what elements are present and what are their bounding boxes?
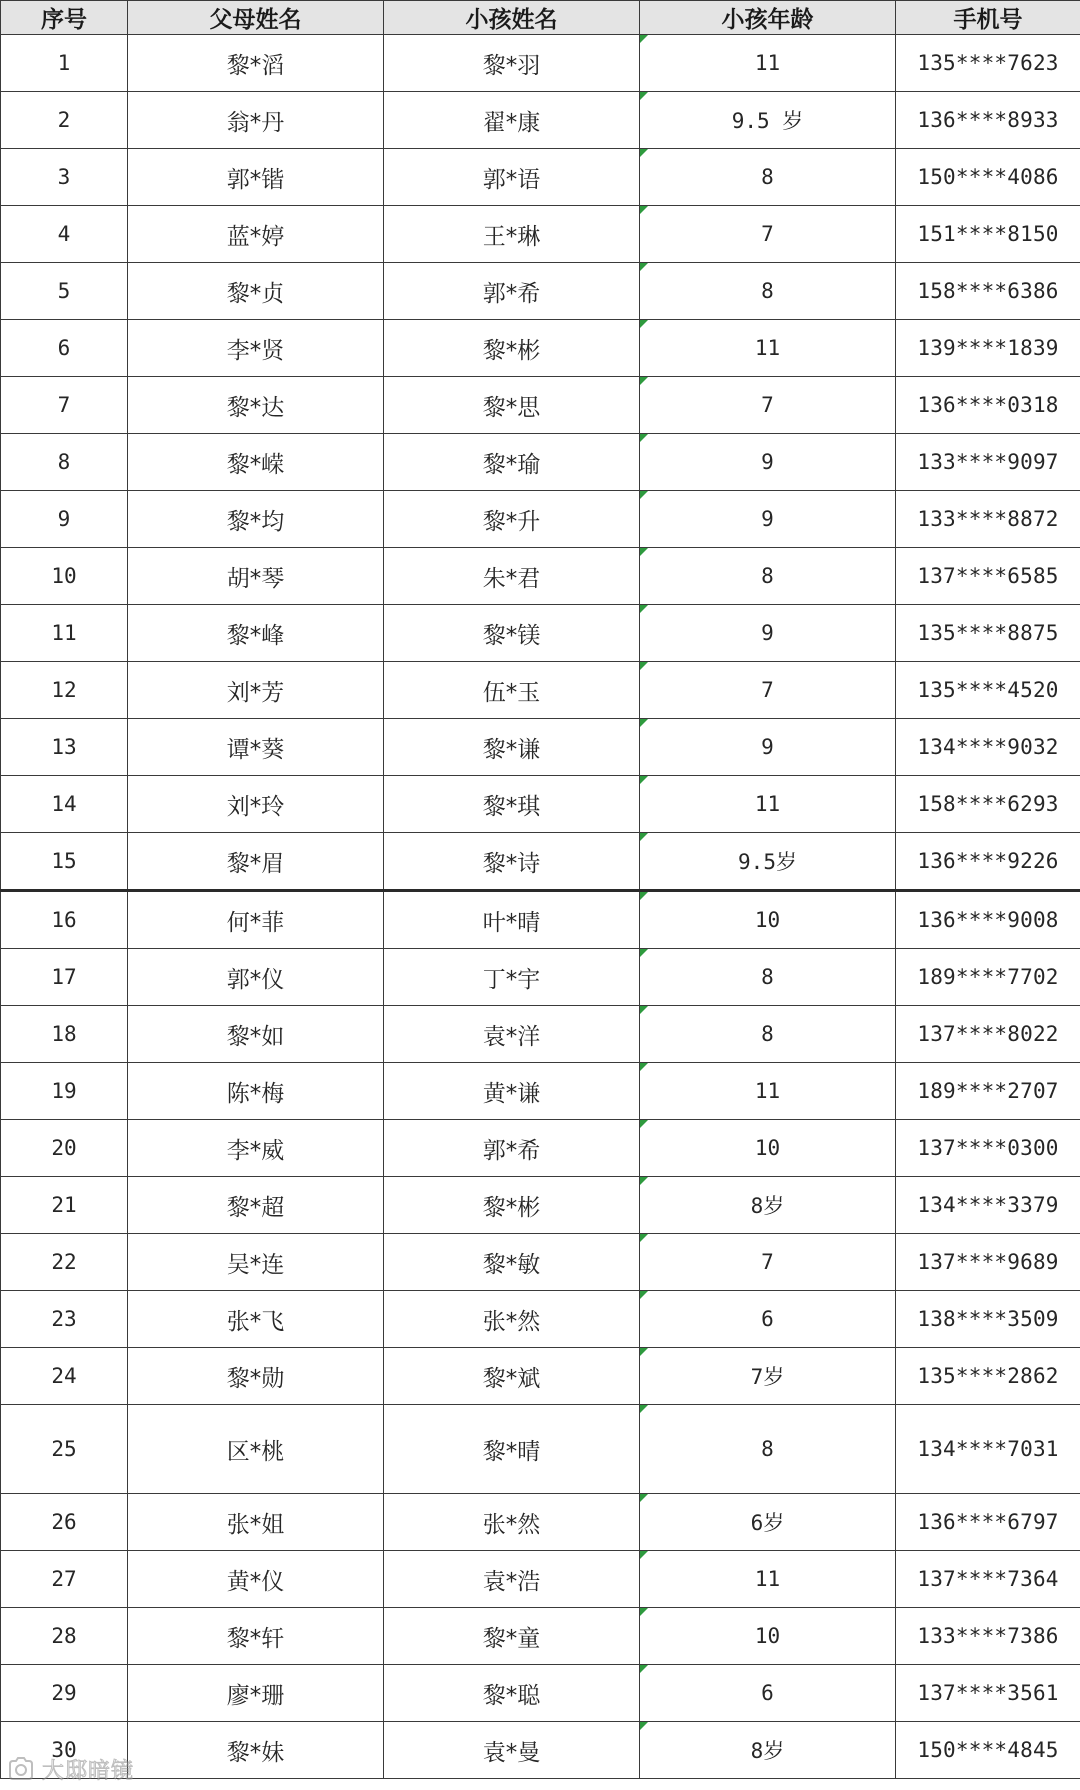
parent-name-cell: 刘*芳 [128, 662, 384, 719]
table-row [1, 491, 1080, 548]
child-age-cell: 8 [640, 548, 896, 605]
child-name-cell: 黎*敏 [384, 1234, 640, 1291]
table-row [1, 833, 1080, 891]
phone-cell: 137****9689 [896, 1234, 1080, 1291]
parent-name-cell: 李*贤 [128, 320, 384, 377]
header-no: 序号 [1, 1, 128, 35]
phone-cell: 139****1839 [896, 320, 1080, 377]
parent-name-cell: 谭*葵 [128, 719, 384, 776]
row-number: 12 [1, 662, 128, 719]
phone-cell: 134****3379 [896, 1177, 1080, 1234]
row-number: 25 [1, 1405, 128, 1494]
parent-name-cell: 胡*琴 [128, 548, 384, 605]
table-row [1, 377, 1080, 434]
phone-cell: 135****2862 [896, 1348, 1080, 1405]
row-number: 7 [1, 377, 128, 434]
phone-cell: 138****3509 [896, 1291, 1080, 1348]
child-age-cell: 7 [640, 662, 896, 719]
row-number: 11 [1, 605, 128, 662]
phone-cell: 135****8875 [896, 605, 1080, 662]
watermark-text: 大邸暗镜 [42, 1758, 135, 1784]
row-number: 29 [1, 1665, 128, 1722]
child-name-cell: 黎*升 [384, 491, 640, 548]
parent-name-cell: 张*姐 [128, 1494, 384, 1551]
child-age-cell: 8岁 [640, 1177, 896, 1234]
row-number: 21 [1, 1177, 128, 1234]
child-age-cell: 9.5 岁 [640, 92, 896, 149]
table-row [1, 1006, 1080, 1063]
phone-cell: 189****2707 [896, 1063, 1080, 1120]
parent-name-cell: 李*威 [128, 1120, 384, 1177]
phone-cell: 158****6386 [896, 263, 1080, 320]
child-age-cell: 9 [640, 434, 896, 491]
table-row [1, 605, 1080, 662]
child-name-cell: 袁*浩 [384, 1551, 640, 1608]
parent-name-cell: 郭*锴 [128, 149, 384, 206]
child-name-cell: 黎*彬 [384, 1177, 640, 1234]
row-number: 30 [1, 1722, 128, 1779]
parent-name-cell: 黎*眉 [128, 833, 384, 891]
phone-cell: 136****8933 [896, 92, 1080, 149]
child-name-cell: 袁*曼 [384, 1722, 640, 1779]
child-name-cell: 黎*镁 [384, 605, 640, 662]
child-age-cell: 7 [640, 377, 896, 434]
child-age-cell: 9 [640, 605, 896, 662]
child-age-cell: 8 [640, 1006, 896, 1063]
child-age-cell: 8 [640, 949, 896, 1006]
parent-name-cell: 吴*连 [128, 1234, 384, 1291]
row-number: 14 [1, 776, 128, 833]
table-row [1, 1494, 1080, 1551]
phone-cell: 136****9226 [896, 833, 1080, 891]
phone-cell: 189****7702 [896, 949, 1080, 1006]
phone-cell: 158****6293 [896, 776, 1080, 833]
child-name-cell: 张*然 [384, 1494, 640, 1551]
table-row [1, 320, 1080, 377]
parent-name-cell: 何*菲 [128, 891, 384, 949]
child-name-cell: 朱*君 [384, 548, 640, 605]
child-age-cell: 9 [640, 491, 896, 548]
parent-name-cell: 黎*贞 [128, 263, 384, 320]
table-row [1, 949, 1080, 1006]
child-name-cell: 黎*瑜 [384, 434, 640, 491]
child-age-cell: 11 [640, 1063, 896, 1120]
child-age-cell: 6 [640, 1291, 896, 1348]
table-row [1, 1120, 1080, 1177]
parent-name-cell: 黄*仪 [128, 1551, 384, 1608]
child-name-cell: 袁*洋 [384, 1006, 640, 1063]
phone-cell: 137****8022 [896, 1006, 1080, 1063]
table-row [1, 263, 1080, 320]
phone-cell: 136****6797 [896, 1494, 1080, 1551]
table-row [1, 1291, 1080, 1348]
table-row [1, 1063, 1080, 1120]
row-number: 27 [1, 1551, 128, 1608]
parent-name-cell: 黎*峰 [128, 605, 384, 662]
row-number: 23 [1, 1291, 128, 1348]
header-child-name: 小孩姓名 [384, 1, 640, 35]
phone-cell: 135****7623 [896, 35, 1080, 92]
header-parent-name: 父母姓名 [128, 1, 384, 35]
child-age-cell: 11 [640, 1551, 896, 1608]
header-row [1, 1, 1080, 35]
child-name-cell: 丁*宇 [384, 949, 640, 1006]
child-name-cell: 黎*琪 [384, 776, 640, 833]
parent-name-cell: 黎*妹 [128, 1722, 384, 1779]
phone-cell: 150****4845 [896, 1722, 1080, 1779]
table-row [1, 92, 1080, 149]
child-age-cell: 8 [640, 263, 896, 320]
table-row [1, 1348, 1080, 1405]
parent-name-cell: 黎*轩 [128, 1608, 384, 1665]
child-name-cell: 黎*羽 [384, 35, 640, 92]
child-name-cell: 郭*希 [384, 263, 640, 320]
phone-cell: 134****7031 [896, 1405, 1080, 1494]
row-number: 6 [1, 320, 128, 377]
parent-name-cell: 黎*滔 [128, 35, 384, 92]
table-row [1, 206, 1080, 263]
child-name-cell: 黎*斌 [384, 1348, 640, 1405]
child-age-cell: 10 [640, 891, 896, 949]
child-age-cell: 6 [640, 1665, 896, 1722]
row-number: 3 [1, 149, 128, 206]
child-age-cell: 7岁 [640, 1348, 896, 1405]
child-age-cell: 9.5岁 [640, 833, 896, 891]
parent-name-cell: 陈*梅 [128, 1063, 384, 1120]
phone-cell: 137****3561 [896, 1665, 1080, 1722]
row-number: 28 [1, 1608, 128, 1665]
child-age-cell: 10 [640, 1120, 896, 1177]
row-number: 16 [1, 891, 128, 949]
child-name-cell: 黎*谦 [384, 719, 640, 776]
table-row [1, 149, 1080, 206]
phone-cell: 134****9032 [896, 719, 1080, 776]
child-age-cell: 11 [640, 35, 896, 92]
child-age-cell: 10 [640, 1608, 896, 1665]
header-child-age: 小孩年龄 [640, 1, 896, 35]
table-row [1, 1405, 1080, 1494]
row-number: 1 [1, 35, 128, 92]
table-row [1, 1608, 1080, 1665]
phone-cell: 137****7364 [896, 1551, 1080, 1608]
row-number: 20 [1, 1120, 128, 1177]
phone-cell: 150****4086 [896, 149, 1080, 206]
child-name-cell: 黎*聪 [384, 1665, 640, 1722]
phone-cell: 137****0300 [896, 1120, 1080, 1177]
table-row [1, 548, 1080, 605]
table-row [1, 1665, 1080, 1722]
parent-name-cell: 黎*达 [128, 377, 384, 434]
row-number: 22 [1, 1234, 128, 1291]
child-name-cell: 黎*思 [384, 377, 640, 434]
row-number: 4 [1, 206, 128, 263]
phone-cell: 151****8150 [896, 206, 1080, 263]
phone-cell: 136****0318 [896, 377, 1080, 434]
table-row [1, 1234, 1080, 1291]
phone-cell: 136****9008 [896, 891, 1080, 949]
phone-cell: 133****7386 [896, 1608, 1080, 1665]
child-name-cell: 伍*玉 [384, 662, 640, 719]
table-row [1, 1551, 1080, 1608]
header-phone: 手机号 [896, 1, 1080, 35]
parent-name-cell: 黎*勋 [128, 1348, 384, 1405]
parent-name-cell: 刘*玲 [128, 776, 384, 833]
table-row [1, 434, 1080, 491]
table-row [1, 1177, 1080, 1234]
parent-name-cell: 翁*丹 [128, 92, 384, 149]
parent-name-cell: 黎*均 [128, 491, 384, 548]
child-name-cell: 翟*康 [384, 92, 640, 149]
row-number: 5 [1, 263, 128, 320]
child-name-cell: 王*琳 [384, 206, 640, 263]
parent-name-cell: 蓝*婷 [128, 206, 384, 263]
row-number: 15 [1, 833, 128, 891]
parent-name-cell: 张*飞 [128, 1291, 384, 1348]
child-name-cell: 张*然 [384, 1291, 640, 1348]
parent-name-cell: 廖*珊 [128, 1665, 384, 1722]
table-row [1, 891, 1080, 949]
table-row [1, 776, 1080, 833]
child-age-cell: 7 [640, 206, 896, 263]
child-name-cell: 郭*语 [384, 149, 640, 206]
phone-cell: 133****9097 [896, 434, 1080, 491]
row-number: 2 [1, 92, 128, 149]
row-number: 10 [1, 548, 128, 605]
table-row [1, 719, 1080, 776]
row-number: 17 [1, 949, 128, 1006]
child-name-cell: 黎*诗 [384, 833, 640, 891]
row-number: 26 [1, 1494, 128, 1551]
row-number: 19 [1, 1063, 128, 1120]
parent-name-cell: 黎*嵘 [128, 434, 384, 491]
child-name-cell: 叶*晴 [384, 891, 640, 949]
parent-name-cell: 区*桃 [128, 1405, 384, 1494]
table-row [1, 662, 1080, 719]
child-name-cell: 黎*彬 [384, 320, 640, 377]
phone-cell: 137****6585 [896, 548, 1080, 605]
child-name-cell: 黎*童 [384, 1608, 640, 1665]
child-age-cell: 6岁 [640, 1494, 896, 1551]
row-number: 18 [1, 1006, 128, 1063]
row-number: 8 [1, 434, 128, 491]
table-row [1, 35, 1080, 92]
child-age-cell: 11 [640, 320, 896, 377]
child-age-cell: 11 [640, 776, 896, 833]
row-number: 13 [1, 719, 128, 776]
phone-cell: 135****4520 [896, 662, 1080, 719]
phone-cell: 133****8872 [896, 491, 1080, 548]
child-name-cell: 黎*晴 [384, 1405, 640, 1494]
row-number: 9 [1, 491, 128, 548]
parent-name-cell: 黎*超 [128, 1177, 384, 1234]
table-row [1, 1722, 1080, 1779]
child-age-cell: 8 [640, 1405, 896, 1494]
child-name-cell: 郭*希 [384, 1120, 640, 1177]
parent-name-cell: 黎*如 [128, 1006, 384, 1063]
child-age-cell: 7 [640, 1234, 896, 1291]
row-number: 24 [1, 1348, 128, 1405]
child-age-cell: 9 [640, 719, 896, 776]
child-age-cell: 8 [640, 149, 896, 206]
child-age-cell: 8岁 [640, 1722, 896, 1779]
child-name-cell: 黄*谦 [384, 1063, 640, 1120]
parent-name-cell: 郭*仪 [128, 949, 384, 1006]
